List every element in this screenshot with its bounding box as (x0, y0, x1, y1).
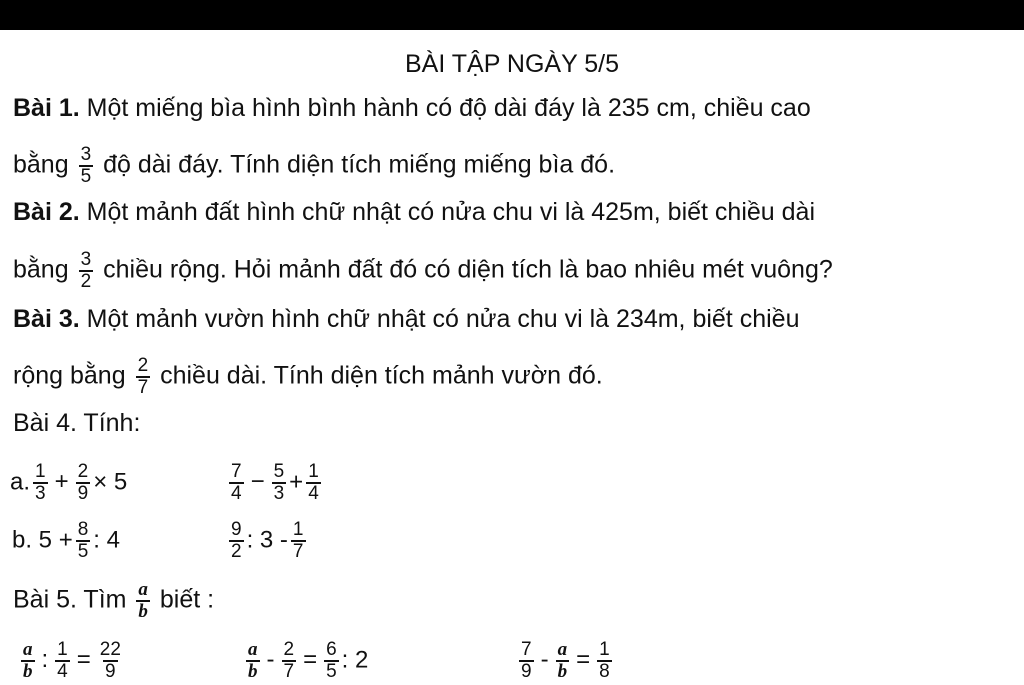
fraction-denominator: 2 (80, 271, 92, 292)
fraction-denominator: 7 (137, 377, 149, 398)
fraction-numerator: 1 (599, 639, 610, 660)
bai2-line2 (13, 250, 833, 292)
bai1-line2 (13, 145, 615, 187)
fraction (55, 640, 70, 682)
bai3-fraction (136, 356, 151, 398)
fraction-denominator: b (557, 661, 568, 682)
operator: = (303, 646, 318, 674)
bai1-fraction (79, 145, 94, 187)
fraction-denominator: 5 (77, 541, 89, 562)
fraction-numerator: 7 (231, 461, 242, 482)
fraction-denominator: 9 (77, 483, 89, 504)
fraction-denominator: 4 (231, 483, 242, 504)
bai3-text2-pre: rộng bằng (13, 361, 126, 390)
fraction (324, 640, 339, 682)
operator: - (540, 646, 549, 674)
fraction (76, 462, 91, 504)
fraction (229, 520, 244, 562)
fraction (556, 640, 570, 682)
bai4-a2 (226, 462, 324, 504)
fraction-numerator: a (248, 639, 258, 660)
fraction-numerator: 2 (283, 639, 295, 660)
fraction-numerator: 1 (292, 519, 304, 540)
bai2-line1 (13, 197, 815, 227)
worksheet-page (0, 30, 1024, 685)
bai5-label-post: biết : (159, 585, 215, 614)
operator: + (289, 468, 304, 496)
bai1-label: Bài 1. (13, 94, 80, 122)
fraction-denominator: b (23, 661, 33, 682)
fraction-denominator: 4 (308, 483, 319, 504)
operator: : 4 (93, 526, 120, 554)
fraction-numerator: a (557, 639, 568, 660)
fraction (291, 520, 306, 562)
bai1-text2-post: độ dài đáy. Tính diện tích miếng miếng bìa đó. (103, 150, 616, 179)
fraction-denominator: 7 (292, 541, 304, 562)
page-title: BÀI TẬP NGÀY 5/5 (404, 50, 619, 78)
fraction (33, 462, 48, 504)
fraction-numerator: 8 (77, 519, 89, 540)
fraction-denominator: 5 (326, 661, 337, 682)
fraction-numerator: 22 (99, 639, 121, 660)
fraction (597, 640, 612, 682)
bai5-e3 (516, 640, 615, 682)
fraction (76, 520, 91, 562)
bai2-text2-pre: bằng (13, 255, 69, 284)
fraction-numerator: a (23, 639, 33, 660)
bai4-b-label: b. 5 + (12, 526, 73, 554)
fraction-denominator: b (138, 601, 148, 622)
operator: + (54, 468, 69, 496)
bai3-text1: Một mảnh vườn hình chữ nhật có nửa chu vi là 234m, biết chiều (79, 305, 800, 333)
operator: : (41, 646, 49, 674)
fraction-numerator: 1 (308, 461, 319, 482)
bai2-text2-post: chiều rộng. Hỏi mảnh đất đó có diện tích là bao nhiêu mét vuông? (103, 255, 833, 284)
fraction (21, 640, 35, 682)
fraction-denominator: 8 (599, 661, 610, 682)
bai3-text2-post: chiều dài. Tính diện tích mảnh vườn đó. (160, 361, 603, 390)
top-black-bar (0, 0, 1024, 30)
fraction-denominator: 9 (105, 661, 116, 682)
operator: = (76, 646, 91, 674)
fraction (229, 462, 244, 504)
bai3-line1 (13, 304, 799, 334)
fraction-numerator: 5 (273, 461, 285, 482)
fraction-numerator: 3 (80, 144, 92, 165)
operator: - (266, 646, 275, 674)
operator: × 5 (93, 468, 128, 496)
bai3-line2 (13, 356, 603, 398)
fraction-denominator: 9 (521, 661, 532, 682)
fraction-numerator: 7 (521, 639, 532, 660)
operator: : 2 (341, 646, 369, 674)
fraction-denominator: b (248, 661, 258, 682)
fraction-numerator: 2 (137, 355, 149, 376)
bai2-fraction (79, 250, 94, 292)
bai4-a-label: a. (10, 468, 31, 496)
operator: − (250, 468, 265, 496)
fraction-numerator: 6 (326, 639, 337, 660)
fraction-numerator: 3 (80, 249, 92, 270)
bai5-fraction (136, 580, 150, 622)
bai4-b2 (226, 520, 309, 562)
bai5-label-pre: Bài 5. Tìm (13, 585, 127, 614)
operator: = (576, 646, 591, 674)
bai4-b1 (12, 520, 120, 562)
fraction (306, 462, 321, 504)
fraction-numerator: a (138, 579, 148, 600)
bai1-text2-pre: bằng (13, 150, 69, 179)
bai1-line1 (13, 93, 811, 123)
fraction (98, 640, 123, 682)
fraction (282, 640, 297, 682)
fraction (519, 640, 534, 682)
fraction-numerator: 2 (77, 461, 89, 482)
fraction-denominator: 7 (283, 661, 295, 682)
bai4-a1 (10, 462, 127, 504)
fraction-denominator: 5 (80, 166, 92, 187)
fraction-denominator: 4 (57, 661, 68, 682)
bai2-text1: Một mảnh đất hình chữ nhật có nửa chu vi là 425m, biết chiều dài (79, 198, 815, 226)
fraction-denominator: 2 (231, 541, 242, 562)
bai3-label: Bài 3. (13, 305, 80, 333)
bai2-label: Bài 2. (13, 198, 80, 226)
bai4-heading (13, 408, 140, 438)
fraction-numerator: 1 (35, 461, 46, 482)
fraction-numerator: 1 (57, 639, 68, 660)
fraction (246, 640, 260, 682)
bai1-text1: Một miếng bìa hình bình hành có độ dài đáy là 235 cm, chiều cao (79, 94, 811, 122)
fraction (272, 462, 287, 504)
bai5-heading (13, 580, 214, 622)
operator: : 3 - (246, 526, 288, 554)
fraction-denominator: 3 (273, 483, 285, 504)
bai5-e1 (18, 640, 126, 682)
fraction-numerator: 9 (231, 519, 242, 540)
bai5-e2 (243, 640, 368, 682)
bai4-label: Bài 4. Tính: (13, 409, 141, 437)
fraction-denominator: 3 (35, 483, 46, 504)
